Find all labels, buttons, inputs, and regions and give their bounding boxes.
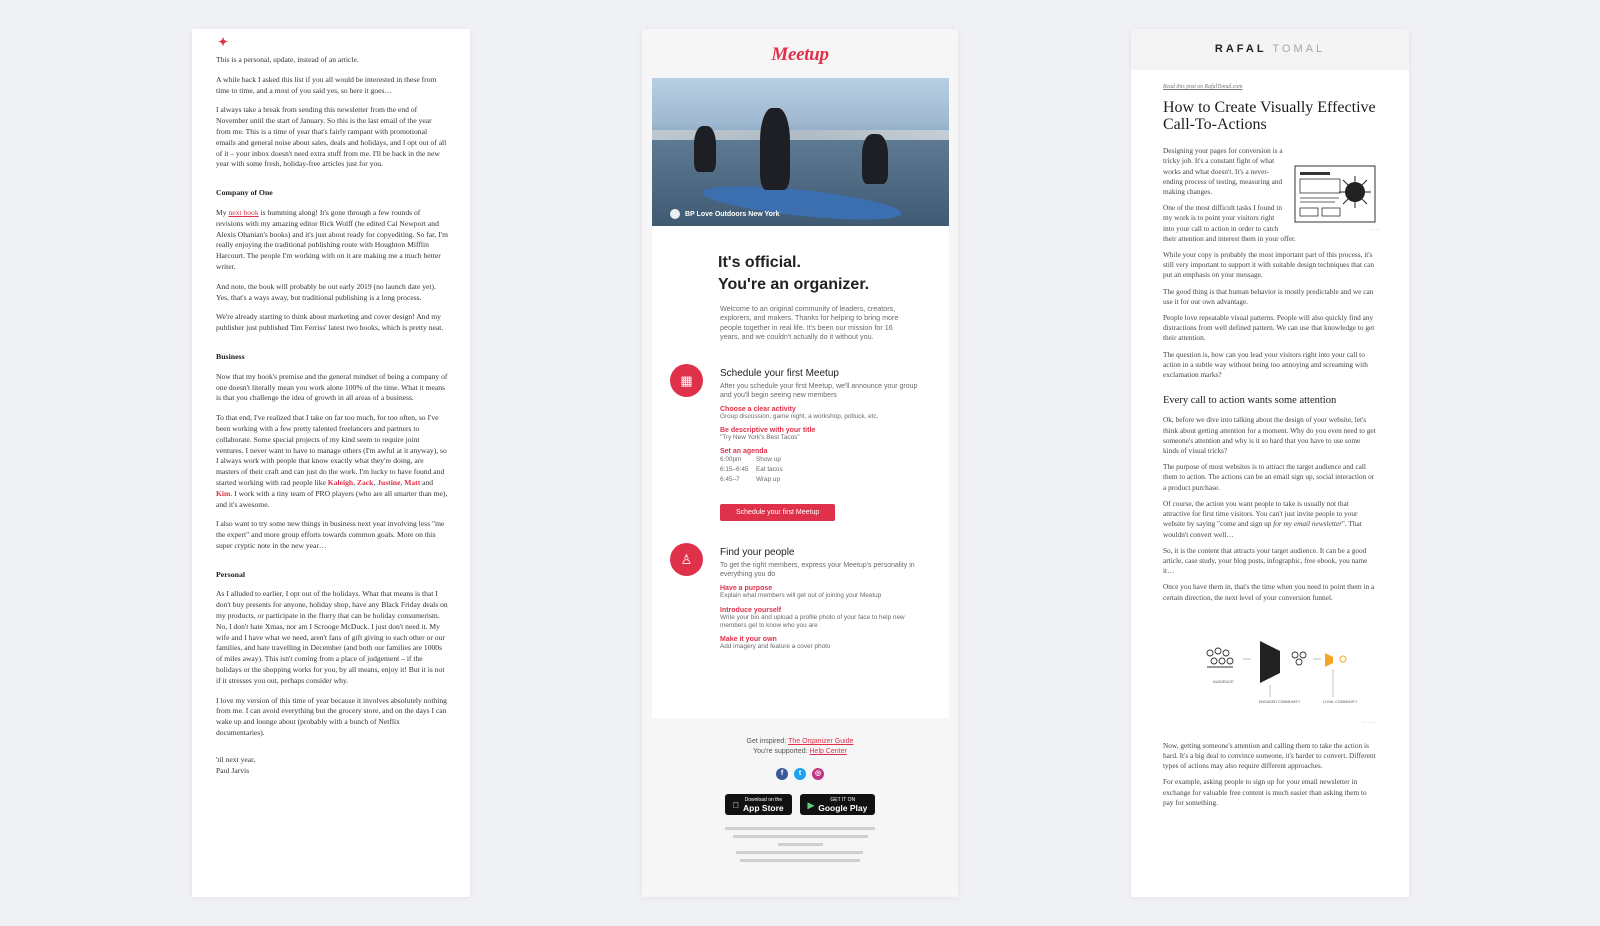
company-paragraph-2: And note, the book will probably be out early 2019 (no launch date yet). Yes, that's a ways away, but traditional publishing is a long process. xyxy=(216,281,436,302)
article-content xyxy=(1131,70,1409,808)
tip-title: Be descriptive with your title xyxy=(720,427,816,435)
signature xyxy=(216,755,448,777)
person-link-justine[interactable]: Justine xyxy=(377,477,401,487)
fine-line xyxy=(740,859,860,862)
text: Of course, the action you want people to take is usually not that attractive for first time visitors. You can't just invite people to your website by saying "come and sign up xyxy=(1163,498,1358,529)
calendar-icon: ▦ xyxy=(670,364,703,397)
support-line xyxy=(642,747,958,757)
tip-desc: Write your bio and upload a profile photo of your face to help new members get to know who you are xyxy=(720,613,905,630)
agenda-time: 6:00pm xyxy=(720,456,742,464)
step-desc: After you schedule your first Meetup, we'll announce your group and you'll begin seeing new members xyxy=(720,382,918,399)
text: ". That wouldn't convert well… xyxy=(1163,519,1362,539)
sketch-illustration xyxy=(1291,160,1379,231)
paul-jarvis-newsletter xyxy=(192,29,470,897)
step-find-people xyxy=(680,547,923,652)
heading-business: Business xyxy=(216,351,245,361)
diagram-label: AUDIENCE xyxy=(1213,678,1234,684)
tip-title: Set an agenda xyxy=(720,448,768,456)
fine-line xyxy=(778,843,823,846)
heading-company-of-one: Company of One xyxy=(216,188,273,198)
paragraph: So, it is the content that attracts your target audience. It can be a good article, case study, your blog posts, infographic, free ebook, you name it… xyxy=(1163,545,1368,576)
person-link-matt[interactable]: Matt xyxy=(404,477,421,487)
tip-desc: Add imagery and feature a cover photo xyxy=(720,643,831,651)
tip-title: Introduce yourself xyxy=(720,606,782,614)
badge-small: GET IT ON xyxy=(827,796,852,803)
apple-icon xyxy=(733,800,739,810)
text: is humming along! It's gone through a few rounds of revisions with my amazing editor Rick Wolff (he edited Cal Newport and Alexis Ohanian's books) and it's just about ready for copyediting. So far, I'm really enjoying the traditional publishing route with Houghton Mifflin Harcourt. The people I'm working with on it are making me a much better writer. xyxy=(216,207,448,271)
section-heading: Every call to action wants some attention xyxy=(1163,395,1337,407)
step-desc: To get the right members, express your Meetup's personality in everything you do xyxy=(720,562,915,579)
paragraph: One of the most difficult tasks I found in my work is to point your visitors right into your call to action in order to catch their attention and interest them in your offer. xyxy=(1163,203,1296,243)
site-header xyxy=(1131,29,1409,70)
fine-line xyxy=(736,851,864,854)
tip-title: Make it your own xyxy=(720,636,777,644)
text: . I work with a tiny team of PRO players (who are all smarter than me), and it's awesome. xyxy=(216,488,448,509)
person-link-kim[interactable]: Kim xyxy=(216,488,231,498)
headline-line-2: You're an organizer. xyxy=(718,276,870,293)
business-paragraph-1: Now that my book's premise and the general mindset of being a company of one doesn't literally mean you work alone 100% of the time. What it means is that you challenge the idea of growth in all areas of a business. xyxy=(216,371,448,403)
badge-label: App Store xyxy=(739,802,781,813)
meetup-logo[interactable]: Meetup xyxy=(771,44,829,65)
person-link-zack[interactable]: Zack xyxy=(356,477,374,487)
intro-text: Welcome to an original community of leaders, creators, explorers, and makers. Thanks for helping to bring more people together in real life. It's been our mission for 16 years, and we couldn't actually do it without you. xyxy=(720,304,899,342)
signoff: 'til next year, xyxy=(216,754,256,764)
intro-line: This is a personal, update, instead of an article. xyxy=(216,55,359,64)
badge-label: Google Play xyxy=(815,802,865,813)
play-icon: ▶ xyxy=(804,799,812,810)
person-figure xyxy=(862,134,888,184)
paragraph: Ok, before we dive into talking about the design of your website, let's think about getting attention for a moment. Why do you even need to get someone's attention and why is it so hard that you have to use some kinds of visual tricks? xyxy=(1163,415,1376,456)
tip-title: Choose a clear activity xyxy=(720,405,796,413)
fine-line xyxy=(725,827,875,830)
hero-image xyxy=(652,78,949,226)
tip-desc: "Try New York's Best Tacos" xyxy=(720,434,800,442)
step-title: Find your people xyxy=(720,547,795,559)
social-links xyxy=(642,768,958,780)
email-footer xyxy=(642,737,958,867)
help-center-link[interactable]: Help Center xyxy=(809,748,847,755)
conversion-funnel-icon xyxy=(1163,637,1377,723)
next-book-link[interactable]: next book xyxy=(228,207,259,217)
agenda-list xyxy=(720,455,923,484)
step-title: Schedule your first Meetup xyxy=(720,367,839,379)
agenda-row xyxy=(720,455,923,465)
app-store-button[interactable] xyxy=(725,794,792,815)
text: like xyxy=(314,477,326,487)
person-figure xyxy=(760,108,790,190)
email-content xyxy=(652,226,949,652)
intro-paragraph: A while back I asked this list if you all would be interested in these from time to time, and a most of you said yes, so here it goes… xyxy=(216,74,437,95)
personal-paragraph-2: I love my version of this time of year because it involves absolutely nothing from me. I can avoid everything but the grocery store, and on the days I can wake up and lounge about (probably with a bunch of Netflix documentaries). xyxy=(216,695,447,738)
inspired-line xyxy=(642,737,958,747)
twitter-icon[interactable]: t xyxy=(794,768,806,780)
tip-desc: Explain what members will get out of joining your Meetup xyxy=(720,592,882,600)
tip-item xyxy=(720,585,923,600)
agenda-row xyxy=(720,465,923,475)
tip-item xyxy=(720,448,923,484)
fine-print xyxy=(725,827,875,862)
badge-small: Download on the xyxy=(741,796,779,803)
business-paragraph-2: To that end, I've realized that I take on far too much, for too often, so I've been working with a few pretty talented freelancers and partners to collaborate. Some special projects of my kind seem to require joint ventures. I never want to have to manage others (I'm awful at it anyway), so I always work with people that know exactly what they're doing, are masters of their craft and can just do the work. I'm lucky to have found and started working with rad people like Kaleigh, Zack, Justine, Matt and Kim. I work with a tiny team of PRO players (who are all smarter than me), and it's awesome. xyxy=(216,413,448,509)
heading-personal: Personal xyxy=(216,569,246,579)
paragraph: Now, getting someone's attention and calling them to take the action is hard. It's a big deal to convince someone, it's harder to convert. Different types of actions may also require different approaches. xyxy=(1163,740,1376,771)
personal-paragraph-1: As I alluded to earlier, I opt out of the holidays. What that means is that I don't buy presents for anyone, holiday shop, have any Black Friday deals on my products, or participate in the flurry that can be holiday consumerism. No, I don't hate Xmas, nor am I Scrooge McDuck. I just don't need it. My wife and I have what we need, aren't fans of gift giving to each other or our families, and hate travelling in December (and both our families are 1000s of miles away). This isn't coming from a place of judgement – if the holidays or the shopping works for you, by all means, enjoy it! But it is not if it stresses you out, perhaps consider why. xyxy=(216,589,448,685)
paragraph: The purpose of most websites is to attract the target audience and call them to action. The actions can be an email sign up, social interaction or a product purchase. xyxy=(1163,462,1375,492)
step-schedule xyxy=(680,367,923,522)
paragraph xyxy=(1163,499,1377,540)
agenda-label: Show up xyxy=(756,456,781,464)
facebook-icon[interactable]: f xyxy=(776,768,788,780)
brand-dark[interactable]: RAFAL xyxy=(1214,43,1267,55)
paragraph: For example, asking people to sign up for your email newsletter in exchange for valuable free content is much easier than asking them to pay for something. xyxy=(1163,777,1367,807)
diagram-label: ENGAGED COMMUNITY xyxy=(1259,699,1301,704)
instagram-icon[interactable]: ◎ xyxy=(812,768,824,780)
headline xyxy=(718,252,923,296)
paragraph: While your copy is probably the most important part of this process, it's still very important to support it with suitable design techniques that can put an emphasis on your message. xyxy=(1163,250,1374,280)
break-paragraph: I always take a break from sending this newsletter from the end of November until the start of January. So this is the last email of the year from me. This is a time of year that's fairly rampant with promotional emails and general noise about sales, deals and holidays, and I opt out of all of it – your inbox doesn't need extra stuff from me. I'll be back in the new year with some fresh, holiday-free articles just for you. xyxy=(216,105,447,169)
person-link-kaleigh[interactable]: Kaleigh xyxy=(327,477,354,487)
caption-text: BP Love Outdoors New York xyxy=(685,210,780,218)
diagram-label: LOYAL COMMUNITY xyxy=(1323,699,1358,704)
author-name: Paul Jarvis xyxy=(216,765,250,775)
group-avatar-icon xyxy=(670,209,680,219)
text: and xyxy=(422,477,434,487)
paragraph: The question is, how can you lead your visitors right into your call to action in a subtle way without being too annoying and screaming with exclamation marks? xyxy=(1163,349,1368,380)
view-online-link[interactable]: Read this post on RafalTomal.com xyxy=(1163,84,1243,90)
business-paragraph-3: I also want to try some new things in business next year involving less "me the expert" and more group efforts towards common goals. More on this super cryptic note in the new year… xyxy=(216,519,445,550)
person-icon: ♙ xyxy=(670,543,703,576)
tip-item xyxy=(720,406,923,421)
organizer-guide-link[interactable]: The Organizer Guide xyxy=(788,738,854,745)
badge-text xyxy=(739,796,784,813)
agenda-row xyxy=(720,475,923,485)
agenda-label: Eat tacos xyxy=(756,466,783,474)
badge-text xyxy=(815,796,867,813)
tip-item xyxy=(720,607,923,631)
google-play-button[interactable] xyxy=(800,794,876,815)
tip-desc: Group discussion, game night, a workshop, potluck, etc. xyxy=(720,412,879,420)
article-title: How to Create Visually Effective Call-To-Actions xyxy=(1163,99,1376,133)
company-paragraph-3: We're already starting to think about marketing and cover design! And my publisher just published Tim Ferriss' latest two books, which is pretty neat. xyxy=(216,312,444,333)
paragraph: Designing your pages for conversion is a tricky job. It's a constant fight of what works and what doesn't. It's a never-ending process of testing, measuring and making changes. xyxy=(1163,146,1283,197)
tip-item xyxy=(720,427,923,442)
paul-jarvis-logo-icon: ✦ xyxy=(218,35,229,49)
funnel-diagram xyxy=(1163,637,1377,723)
paragraph: People love repeatable visual patterns. People will also quickly find any distractions from well defined pattern. We can use that knowledge to get their attention. xyxy=(1163,313,1375,343)
fine-line xyxy=(733,835,868,838)
text: You're supported: xyxy=(753,748,808,755)
schedule-meetup-button[interactable]: Schedule your first Meetup xyxy=(720,504,835,521)
tip-item xyxy=(720,636,923,651)
agenda-label: Wrap up xyxy=(756,475,781,483)
image-caption-mark: — — — xyxy=(1363,718,1377,724)
image-caption-mark: — — xyxy=(1370,226,1379,231)
text: My xyxy=(216,207,227,217)
person-figure xyxy=(694,126,716,172)
agenda-time: 6:45–7 xyxy=(720,475,740,483)
rafal-tomal-article xyxy=(1131,29,1409,897)
agenda-time: 6:15–6:45 xyxy=(720,466,749,474)
emphasis: for my email newsletter xyxy=(1273,519,1342,529)
company-paragraph-1 xyxy=(216,208,448,273)
text: Get inspired: xyxy=(746,738,787,745)
hero-caption xyxy=(670,209,780,219)
text: To that end, I've realized that I take on far too much, for too often, so I've been working with a few pretty talented freelancers and partners to collaborate. Some special projects of my kind seem to require joint ventures. I never want to have to manage others (I'm awful at it anyway), so I always work with people that know exactly what they're doing, are masters of their craft and can just do the work. I'm lucky to have found and started working with rad people xyxy=(216,413,447,487)
paragraph: The good thing is that human behavior is mostly predictable and we can use it for our own advantage. xyxy=(1163,286,1374,306)
brand-light[interactable]: TOMAL xyxy=(1272,43,1326,55)
tip-title: Have a purpose xyxy=(720,585,773,593)
wireframe-sketch-icon xyxy=(1291,160,1379,226)
email-body xyxy=(652,78,949,718)
headline-line-1: It's official. xyxy=(718,254,801,271)
paragraph: Once you have them in, that's the time when you need to point them in a certain direction, the next level of your conversion funnel. xyxy=(1163,582,1375,602)
meetup-email xyxy=(642,29,958,897)
app-store-badges xyxy=(642,794,958,815)
